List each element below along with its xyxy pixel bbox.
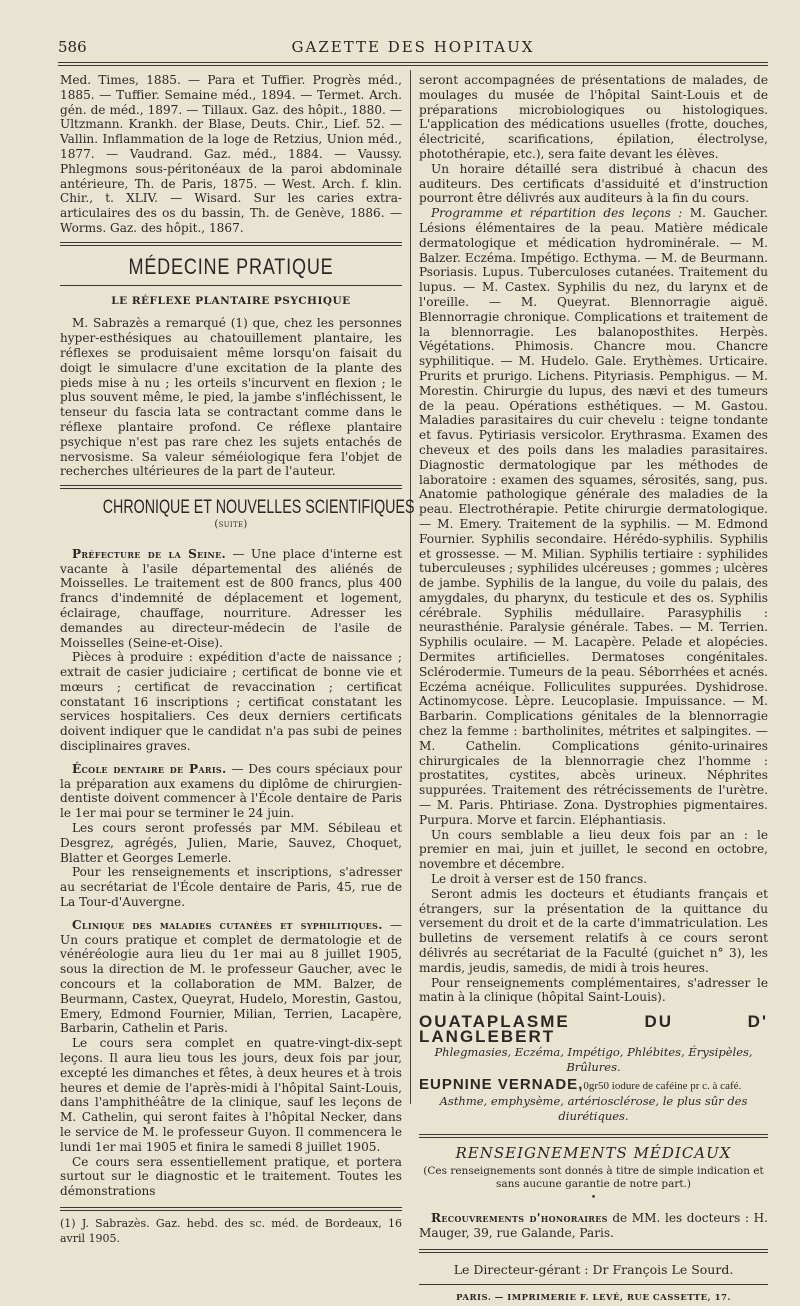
clinique-paragraph (60, 918, 402, 1036)
right-column (419, 73, 768, 1306)
section-title-renseignements: RENSEIGNEMENTS MÉDICAUX (455, 1143, 732, 1162)
page-number: 586 (58, 38, 87, 56)
programme-paragraph (419, 206, 768, 827)
ad-eupnine-title: EUPNINE VERNADE, (419, 1076, 584, 1094)
ad-ouataplasme-sub: Phlegmasies, Eczéma, Impétigo, Phlébites, Érysipèles, Brûlures. (434, 1044, 753, 1074)
semblable-paragraph: Un cours semblable a lieu deux fois par an : le premier en mai, juin et juillet, le second en octobre, novembre et décembre. (419, 827, 768, 872)
droit-paragraph: Le droit à verser est de 150 francs. (431, 872, 648, 887)
ad-ouataplasme-title: OUATAPLASME DU D' LANGLEBERT (419, 1012, 768, 1046)
footer-rule (419, 1249, 768, 1253)
printer-line: PARIS. — IMPRIMERIE F. LEVÉ, RUE CASSETTE, 17. (456, 1292, 731, 1303)
admis-paragraph: Seront admis les docteurs et étudiants français et étrangers, sur la présentation de la quittance du versement du droit et de la carte d'immatriculation. Les bulletins de versement relatifs à ce cours seront délivrés au secrétariat de la Faculté (guichet n° 3), les mardis, jeudis, samedis, de midi à trois heures. (419, 886, 768, 975)
references: Med. Times, 1885. — Para et Tuffier. Progrès méd., 1885. — Tuffier. Semaine méd., 1894. — Termet. Arch. gén. de méd., 1897. — Tillaux. Gaz. des hôpit., 1880. — Ultzmann. Krankh. der Blase, Deuts. Chir., Lief. 52. — Vallin. Inflammation de la loge de Retzius, Union méd., 1877. — Vaudrand. Gaz. méd., 1884. — Vaussy. Phlegmons sous-péritonéaux de la paroi abdominale antérieure, Th. de Paris, 1875. — West. Arch. f. klin. Chir., t. XLIV. — Wisard. Sur les caries extra-articulaires des os du bassin, Th. de Genève, 1886. — Worms. Gaz. des hôpit., 1867. (60, 73, 402, 235)
recouvrements-text: de MM. les docteurs : H. Mauger, 39, rue Galande, Paris. (419, 1211, 768, 1241)
pieces-paragraph: Pièces à produire : expédition d'acte de naissance ; extrait de casier judiciaire ; certificat de bonne vie et mœurs ; certificat de revaccination ; certificat constatant 16 inscriptions ; certificat constatant les services hospitaliers. Ces deux derniers certificats doivent indiquer que le candidat n'a pas subi de peines disciplinaires graves. (60, 650, 402, 754)
prefecture-heading: Préfecture de la Seine. (72, 546, 227, 561)
continuation-paragraph: seront accompagnées de présentations de malades, de moulages du musée de l'hôpital Saint-Louis et de préparations microbiologiques ou histologiques. L'application des médications usuelles (frotte, douches, électricité, scarifications, épilation, électrolyse, photothérapie, etc.), sera faite devant les élèves. (419, 73, 768, 161)
ecole-paragraph (60, 762, 402, 821)
section-rule (60, 485, 402, 489)
renseignements-note: (Ces renseignements sont donnés à titre de simple indication et sans aucune garantie de notre part.) (423, 1164, 764, 1190)
header-rule (58, 62, 768, 66)
footer-rule (419, 1284, 768, 1285)
section-rule (60, 285, 402, 286)
recouvrements-heading: Recouvrements d'honoraires (431, 1211, 608, 1226)
clinique-heading: Clinique des maladies cutanées et syphilitiques. (72, 917, 383, 932)
essentiel-paragraph: Ce cours sera essentiellement pratique, et portera surtout sur le diagnostic et le traitement. Toutes les démonstrations (60, 1154, 402, 1199)
section-title-medecine-pratique: MÉDECINE PRATIQUE (128, 253, 334, 279)
horaire-paragraph: Un horaire détaillé sera distribué à chacun des auditeurs. Des certificats d'assiduité et d'instruction pourront être délivrés aux auditeurs à la fin du cours. (419, 161, 768, 206)
complet-paragraph: Le cours sera complet en quatre-vingt-dix-sept leçons. Il aura lieu tous les jours, deux fois par jour, excepté les dimanches et fêtes, à deux heures et à trois heures et demie de l'après-midi à l'hôpital Saint-Louis, dans l'amphithéâtre de la clinique, sauf les leçons de M. Cathelin, qui seront faites à l'hôpital Necker, dans le service de M. le professeur Guyon. Il commencera le lundi 1er mai 1905 et finira le samedi 8 juillet 1905. (60, 1036, 402, 1154)
footnote-rule (60, 1207, 402, 1211)
section-rule (419, 1134, 768, 1138)
article-title-reflexe: LE RÉFLEXE PLANTAIRE PSYCHIQUE (111, 294, 351, 307)
programme-heading: Programme et répartition des leçons : (431, 206, 683, 221)
ecole-heading: École dentaire de Paris. (72, 761, 227, 776)
footnote: (1) J. Sabrazès. Gaz. hebd. des sc. méd. de Bordeaux, 16 avril 1905. (60, 1216, 402, 1245)
prefecture-text: — Une place d'interne est vacante à l'asile départemental des aliénés de Moisselles. Le traitement est de 800 francs, plus 400 francs d'indemnité de déplacement et logement, éclairage, chauffage, nourriture. Adresser les demandes au directeur-médecin de l'asile de Moisselles (Seine-et-Oise). (60, 546, 402, 650)
programme-text: M. Gaucher. Lésions élémentaires de la peau. Matière médicale dermatologique et médication hydrominérale. — M. Balzer. Eczéma. Impétigo. Ecthyma. — M. de Beurmann. Psoriasis. Lupus. Tuberculoses cutanées. Traitement du lupus. — M. Castex. Syphilis du nez, du larynx et de l'oreille. — M. Queyrat. Blennorragie aiguë. Blennorragie chronique. Complications et traitement de la blennorragie. Les balanoposthites. Herpès. Végétations. Phimosis. Chancre mou. Chancre syphilitique. — M. Hudelo. Gale. Erythèmes. Urticaire. Prurits et prurigo. Lichens. Pityriasis. Pemphigus. — M. Morestin. Chirurgie du lupus, des nævi et des tumeurs de la peau. Opérations esthétiques. — M. Gastou. Maladies parasitaires du cuir chevelu : teigne tondante et favus. Pytiriasis versicolor. Erythrasma. Examen des cheveux et des poils dans les maladies parasitaires. Diagnostic dermatologique par les méthodes de laboratoire : examen des squames, sérosités, sang, pus. Anatomie pathologique générale des maladies de la peau. Electrothérapie. Petite chirurgie dermatologique. — M. Emery. Traitement de la syphilis. — M. Edmond Fournier. Syphilis secondaire. Hérédo-syphilis. Syphilis et grossesse. — M. Milian. Syphilis tertiaire : syphilides tuberculeuses ; syphilides ulcéreuses ; gommes ; ulcères de jambe. Syphilis de la langue, du voile du palais, des amygdales, du pharynx, du testicule et des os. Syphilis cérébrale. Syphilis médullaire. Parasyphilis : neurasthénie. Paralysie générale. Tabes. — M. Terrien. Syphilis oculaire. — M. Lacapère. Pelade et alopécies. Dermites artificielles. Dermatoses congénitales. Sclérodermie. Tumeurs de la peau. Séborrhées et acnés. Eczéma acnéique. Folliculites suppurées. Dyshidrose. Actinomycose. Lèpre. Leucoplasie. Impuissance. — M. Barbarin. Complications génitales de la blennorragie chez la femme : bartholinites, métrites et salpingites. — M. Cathelin. Complications génito-urinaires chirurgicales de la blennorragie chez l'homme : prostatites, cystites, abcès urineux. Néphrites suppurées. Traitement des rétrécissements de l'urètre. — M. Paris. Phtiriase. Zona. Dystrophies pigmentaires. Purpura. Morve et farcin. Eléphantiasis. (419, 206, 768, 827)
journal-title: GAZETTE DES HOPITAUX (291, 38, 535, 56)
divider-dot: • (590, 1192, 597, 1203)
reflexe-paragraph: M. Sabrazès a remarqué (1) que, chez les personnes hyper-esthésiques au chatouillement plantaire, les réflexes se produisaient même lorsqu'on faisait du doigt le simulacre d'une excitation de la plante des pieds mise à nu ; les orteils s'incurvent en flexion ; le plus souvent même, le pied, la jambe s'infléchissent, le tenseur du fascia lata se contractant comme dans le réflexe plantaire profond. Ce réflexe plantaire psychique n'est pas rare chez les sujets entachés de nervosisme. Sa valeur séméiologique fera l'objet de recherches ultérieures de la part de l'auteur. (60, 316, 402, 479)
left-column (60, 73, 415, 1247)
section-rule (60, 242, 402, 246)
ad-eupnine-dose: 0gr50 iodure de caféine pr c. à café. (583, 1080, 742, 1093)
section-title-chronique: CHRONIQUE ET NOUVELLES SCIENTIFIQUES (102, 497, 415, 519)
recouvrements-paragraph (419, 1211, 768, 1241)
column-divider (410, 70, 411, 1104)
ad-eupnine-line (419, 1078, 768, 1094)
prefecture-paragraph (60, 547, 402, 651)
director-line: Le Directeur-gérant : Dr François Le Sourd. (453, 1261, 734, 1277)
renseign-paragraph: Pour les renseignements et inscriptions, s'adresser au secrétariat de l'École dentaire de Paris, 45, rue de La Tour-d'Auvergne. (60, 865, 402, 910)
clinique-text: — Un cours pratique et complet de dermatologie et de vénéréologie aura lieu du 1er mai au 8 juillet 1905, sous la direction de M. le professeur Gaucher, avec le concours et la collaboration de MM. Balzer, de Beurmann, Castex, Queyrat, Hudelo, Morestin, Gastou, Emery, Edmond Fournier, Milian, Terrien, Lacapère, Barbarin, Cathelin et Paris. (60, 917, 402, 1036)
ecole-text: — Des cours spéciaux pour la préparation aux examens du diplôme de chirurgien-dentiste doivent commencer à l'École dentaire de Paris le 1er mai pour se terminer le 24 juin. (60, 761, 402, 821)
ad-eupnine-sub: Asthme, emphysème, artériosclérose, le plus sûr des diurétiques. (439, 1094, 748, 1123)
section-suite: (suite) (214, 518, 248, 530)
page-header (58, 38, 768, 62)
cours-paragraph: Les cours seront professés par MM. Sébileau et Desgrez, agrégés, Julien, Marie, Sauvez, Choquet, Blatter et Georges Lemerle. (60, 821, 402, 865)
complementaires-paragraph: Pour renseignements complémentaires, s'adresser le matin à la clinique (hôpital Saint-Louis). (419, 975, 768, 1005)
